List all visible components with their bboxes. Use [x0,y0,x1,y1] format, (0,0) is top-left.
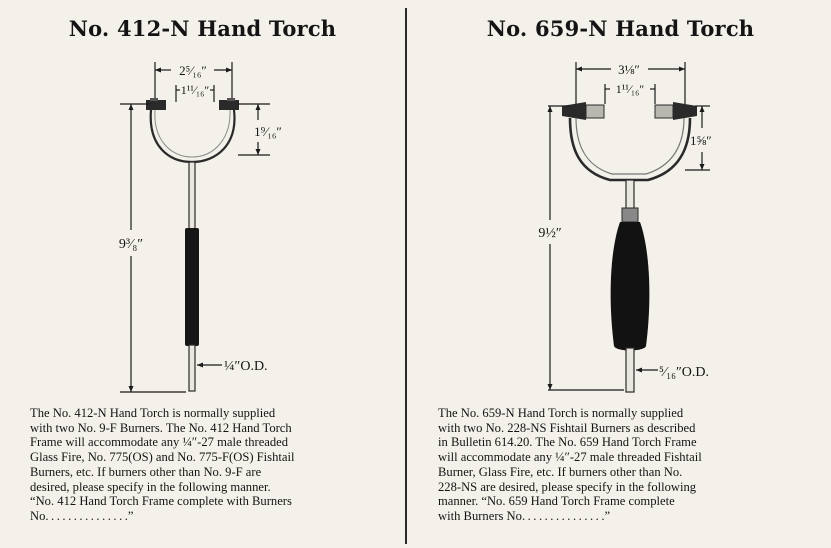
right-desc-line: manner. “No. 659 Hand Torch Frame complete [438,494,675,509]
right-description [438,406,810,524]
right-torch-stem [626,180,634,210]
left-torch-diagram [0,0,405,400]
left-desc-line: Burners, etc. If burners other than No. 9-F are [30,464,262,479]
left-desc-line: Glass Fire, No. 775(OS) and No. 775-F(OS) Fishtail [30,450,295,465]
right-title: No. 659-N Hand Torch [486,16,755,41]
left-inner-width-label: 1¹¹⁄₁₆″ [180,83,210,97]
left-overall-height-label: 9³⁄₈″ [118,237,144,252]
right-outer-width-label: 3⅛″ [618,62,640,77]
left-od-label: ¼″O.D. [224,359,268,374]
right-overall-height-label: 9½″ [538,226,562,241]
right-desc-line: 228-NS are desired, please specify in the following [438,479,697,494]
right-inner-width-label: 1¹¹⁄₁₆″ [615,82,645,96]
left-desc-line: “No. 412 Hand Torch Frame complete with Burners [30,494,292,509]
right-od-label: ⁵⁄₁₆″O.D. [659,365,710,380]
right-torch-frame [570,118,690,180]
left-torch-stem [189,162,195,230]
column-divider [405,8,407,544]
left-desc-line: The No. 412-N Hand Torch is normally supplied [30,406,276,420]
right-desc-line: in Bulletin 614.20. The No. 659 Hand Torch Frame [438,435,697,450]
left-desc-line: with two No. 9-F Burners. The No. 412 Hand Torch [30,420,292,435]
left-description [30,406,380,524]
right-desc-line: The No. 659-N Hand Torch is normally supplied [438,406,684,420]
left-title: No. 412-N Hand Torch [68,16,337,41]
right-catalog-panel [410,0,831,548]
left-burner-right [219,98,239,110]
left-top-height-label: 1⁹⁄₁₆″ [254,124,282,139]
right-burner-right [655,102,697,120]
right-desc-line: Burner, Glass Fire, etc. If burners other than No. [438,464,683,479]
left-outer-width-label: 2⁵⁄₁₆″ [179,63,207,78]
right-desc-line: with two No. 228-NS Fishtail Burners as described [438,420,696,435]
right-top-height-label: 1⅝″ [690,133,712,148]
right-burner-left [562,102,604,120]
left-desc-line: Frame will accommodate any ¼″-27 male threaded [30,435,289,450]
right-desc-line: will accommodate any ¼″-27 male threaded Fishtail [438,450,702,465]
right-torch-handle [611,222,650,351]
left-desc-line: No. . . . . . . . . . . . . . .” [30,508,134,523]
right-desc-line: with Burners No. . . . . . . . . . . . . . .” [438,508,611,523]
left-desc-line: desired, please specify in the following manner. [30,479,271,494]
left-catalog-panel [0,0,405,548]
right-torch-diagram [410,0,831,400]
left-torch-frame [151,110,235,162]
left-torch-handle [185,228,199,346]
